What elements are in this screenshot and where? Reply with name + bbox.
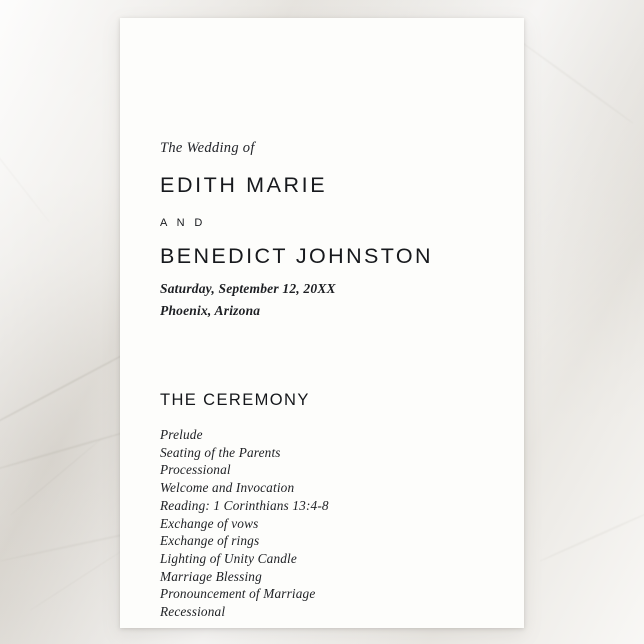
marble-vein	[10, 438, 103, 516]
list-item: Lighting of Unity Candle	[160, 550, 297, 566]
marble-vein	[0, 120, 51, 223]
marble-vein	[0, 346, 139, 432]
marble-vein	[540, 511, 644, 561]
bride-name: EDITH MARIE	[160, 173, 328, 197]
list-item: Processional	[160, 462, 231, 478]
list-item: Pronouncement of Marriage	[160, 586, 316, 602]
marble-vein	[30, 550, 123, 611]
marble-vein	[520, 40, 634, 124]
list-item: Marriage Blessing	[160, 568, 262, 584]
groom-name: BENEDICT JOHNSTON	[160, 244, 433, 268]
list-item: Exchange of rings	[160, 533, 260, 549]
list-item: Seating of the Parents	[160, 444, 281, 460]
wedding-of-label: The Wedding of	[160, 140, 255, 156]
wedding-date: Saturday, September 12, 20XX	[160, 281, 336, 296]
wedding-program-card	[120, 18, 524, 628]
ceremony-heading: THE CEREMONY	[160, 391, 310, 409]
ceremony-order-list	[160, 426, 329, 621]
wedding-location: Phoenix, Arizona	[160, 303, 261, 318]
and-label: A N D	[160, 217, 206, 229]
card-content	[160, 18, 488, 628]
list-item: Exchange of vows	[160, 515, 259, 531]
list-item: Prelude	[160, 427, 203, 442]
list-item: Reading: 1 Corinthians 13:4-8	[160, 497, 329, 513]
list-item: Recessional	[160, 604, 226, 620]
list-item: Welcome and Invocation	[160, 480, 295, 496]
